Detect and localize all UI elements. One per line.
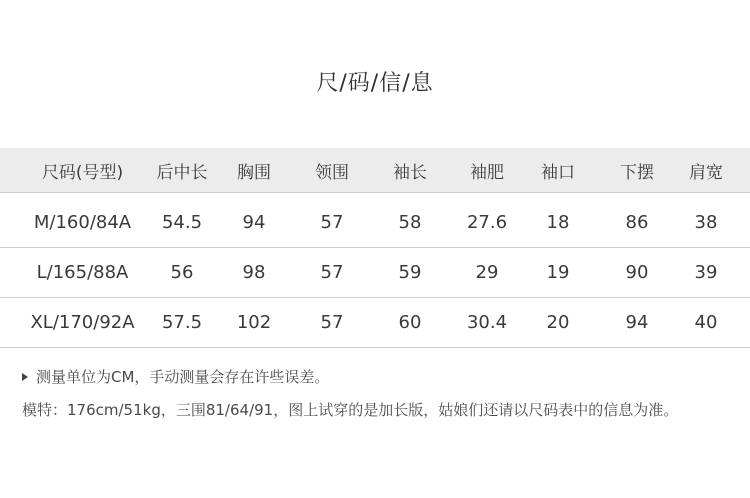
table-cell: L/165/88A (36, 262, 129, 283)
size-table (0, 148, 750, 348)
table-cell: 57.5 (161, 312, 203, 333)
header-cell: 尺码(号型) (41, 162, 124, 183)
table-row (0, 248, 750, 298)
table-cell: 29 (475, 262, 499, 283)
triangle-right-icon (22, 373, 28, 381)
header-cell: 袖口 (541, 162, 575, 183)
table-header (0, 148, 750, 193)
header-cell: 胸围 (237, 162, 271, 183)
table-cell: 39 (694, 262, 718, 283)
table-cell: M/160/84A (33, 212, 132, 233)
table-cell: 57 (320, 262, 344, 283)
table-cell: 94 (242, 212, 266, 233)
model-note: 模特：176cm/51kg，三围81/64/91，图上试穿的是加长版，姑娘们还请以尺码表中的信息为准。 (22, 401, 679, 419)
table-cell: 54.5 (161, 212, 203, 233)
table-cell: 102 (236, 312, 272, 333)
table-cell: 90 (625, 262, 649, 283)
table-cell: 19 (546, 262, 570, 283)
table-cell: 94 (625, 312, 649, 333)
table-cell: 38 (694, 212, 718, 233)
table-cell: 60 (398, 312, 422, 333)
table-row (0, 198, 750, 248)
table-cell: 27.6 (466, 212, 508, 233)
header-cell: 领围 (315, 162, 349, 183)
page-title: 尺/码/信/息 (316, 71, 434, 96)
measurement-note-text: 测量单位为CM，手动测量会存在许些误差。 (36, 368, 330, 386)
table-cell: 59 (398, 262, 422, 283)
table-cell: 40 (694, 312, 718, 333)
table-cell: 30.4 (466, 312, 508, 333)
table-cell: 57 (320, 212, 344, 233)
table-row (0, 298, 750, 348)
table-cell: 98 (242, 262, 266, 283)
table-cell: 56 (170, 262, 194, 283)
table-cell: 18 (546, 212, 570, 233)
header-cell: 肩宽 (689, 162, 723, 183)
table-cell: 86 (625, 212, 649, 233)
table-cell: XL/170/92A (30, 312, 135, 333)
header-cell: 后中长 (156, 162, 208, 183)
header-cell: 下摆 (620, 162, 654, 183)
table-cell: 57 (320, 312, 344, 333)
header-cell: 袖肥 (470, 162, 504, 183)
table-cell: 20 (546, 312, 570, 333)
table-cell: 58 (398, 212, 422, 233)
header-cell: 袖长 (393, 162, 427, 183)
measurement-note (22, 366, 329, 387)
